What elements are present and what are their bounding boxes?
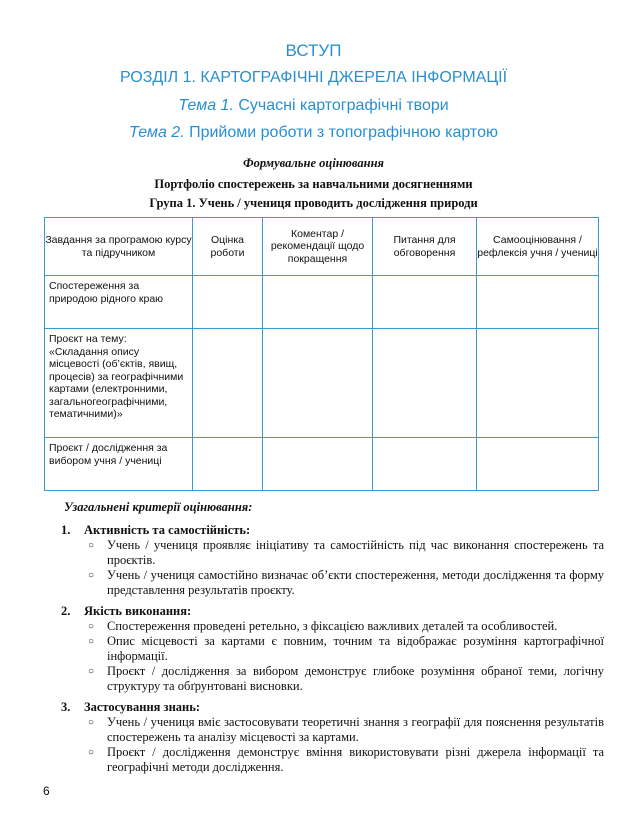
group-label: Якість виконання: [84, 604, 192, 618]
list-item-text: Проєкт / дослідження демонструє вміння використовувати різні джерела інформації та географічні методи дослідження. [107, 745, 604, 774]
page-number: 6 [43, 784, 50, 798]
group-number: 1. [61, 523, 71, 537]
empty-cell [193, 438, 263, 491]
topic-1-label: Тема 1. [178, 97, 234, 114]
empty-cell [263, 329, 373, 438]
group-subheading: Група 1. Учень / учениця проводить дослідження природи [149, 196, 478, 210]
topic-2-heading [0, 119, 627, 146]
bullet-circle-icon: ○ [88, 747, 95, 758]
assessment-subheading: Формувальне оцінювання [243, 156, 384, 170]
list-item [64, 745, 604, 775]
topic-1-heading [0, 92, 627, 119]
table-header: Оцінка роботи [193, 218, 263, 276]
list-item [64, 664, 604, 694]
intro-heading: ВСТУП [285, 41, 342, 60]
group-label: Застосування знань: [84, 700, 200, 714]
bullet-circle-icon: ○ [88, 636, 95, 647]
group-number: 2. [61, 604, 71, 618]
page-headings [0, 38, 627, 146]
portfolio-table [44, 217, 599, 491]
table-row [45, 276, 599, 329]
bullet-circle-icon: ○ [88, 570, 95, 581]
criteria-title: Узагальнені критерії оцінювання: [64, 500, 253, 514]
empty-cell [477, 329, 599, 438]
topic-1-text: Сучасні картографічні твори [233, 97, 449, 114]
table-header: Самооцінювання / рефлексія учня / учениці [477, 218, 599, 276]
empty-cell [373, 276, 477, 329]
empty-cell [373, 438, 477, 491]
list-item-text: Учень / учениця проявляє ініціативу та самостійність під час виконання спостережень та проєктів. [107, 538, 604, 567]
list-item-text: Учень / учениця самостійно визначає об’єкти спостереження, методи дослідження та форму представлення результатів проєкту. [107, 568, 604, 597]
section-heading: РОЗДІЛ 1. КАРТОГРАФІЧНІ ДЖЕРЕЛА ІНФОРМАЦІЇ [119, 69, 508, 86]
criteria-section [61, 500, 604, 781]
bullet-circle-icon: ○ [88, 717, 95, 728]
empty-cell [477, 276, 599, 329]
criteria-group [61, 523, 604, 598]
empty-cell [373, 329, 477, 438]
criteria-group [61, 700, 604, 775]
list-item [64, 538, 604, 568]
task-cell: Проєкт / дослідження за вибором учня / учениці [45, 438, 193, 491]
criteria-group-title [61, 523, 604, 538]
table-row [45, 329, 599, 438]
list-item [64, 568, 604, 598]
portfolio-subheading: Портфоліо спостережень за навчальними досягненнями [154, 177, 473, 191]
empty-cell [263, 276, 373, 329]
empty-cell [477, 438, 599, 491]
list-item-text: Проєкт / дослідження за вибором демонструє глибоке розуміння обраної теми, логічну структуру та обґрунтовані висновки. [107, 664, 604, 693]
bullet-circle-icon: ○ [88, 540, 95, 551]
empty-cell [263, 438, 373, 491]
task-cell: Проєкт на тему: «Складання опису місцевості (об’єктів, явищ, процесів) за географічними картами (електронними, загальногеографічними, тематичними)» [45, 329, 193, 438]
group-number: 3. [61, 700, 71, 714]
task-cell: Спостереження за природою рідного краю [45, 276, 193, 329]
criteria-group-title [61, 700, 604, 715]
list-item-text: Опис місцевості за картами є повним, точним та відображає розуміння картографічної інформації. [107, 634, 604, 663]
table-header: Коментар / рекомендації щодо покращення [263, 218, 373, 276]
table-row [45, 438, 599, 491]
bullet-circle-icon: ○ [88, 621, 95, 632]
list-item-text: Учень / учениця вміє застосовувати теоретичні знання з географії для пояснення результатів спостережень та аналізу місцевості за картами. [107, 715, 604, 744]
table-header: Завдання за програмою курсу та підручником [45, 218, 193, 276]
empty-cell [193, 329, 263, 438]
topic-2-text: Прийоми роботи з топографічною картою [184, 124, 498, 141]
group-label: Активність та самостійність: [84, 523, 251, 537]
list-item [64, 715, 604, 745]
table-header: Питання для обговорення [373, 218, 477, 276]
empty-cell [193, 276, 263, 329]
list-item [64, 634, 604, 664]
criteria-group-title [61, 604, 604, 619]
list-item [64, 619, 604, 634]
criteria-group [61, 604, 604, 694]
table-header-row [45, 218, 599, 276]
topic-2-label: Тема 2. [129, 124, 185, 141]
list-item-text: Спостереження проведені ретельно, з фіксацією важливих деталей та особливостей. [107, 619, 558, 633]
bullet-circle-icon: ○ [88, 666, 95, 677]
